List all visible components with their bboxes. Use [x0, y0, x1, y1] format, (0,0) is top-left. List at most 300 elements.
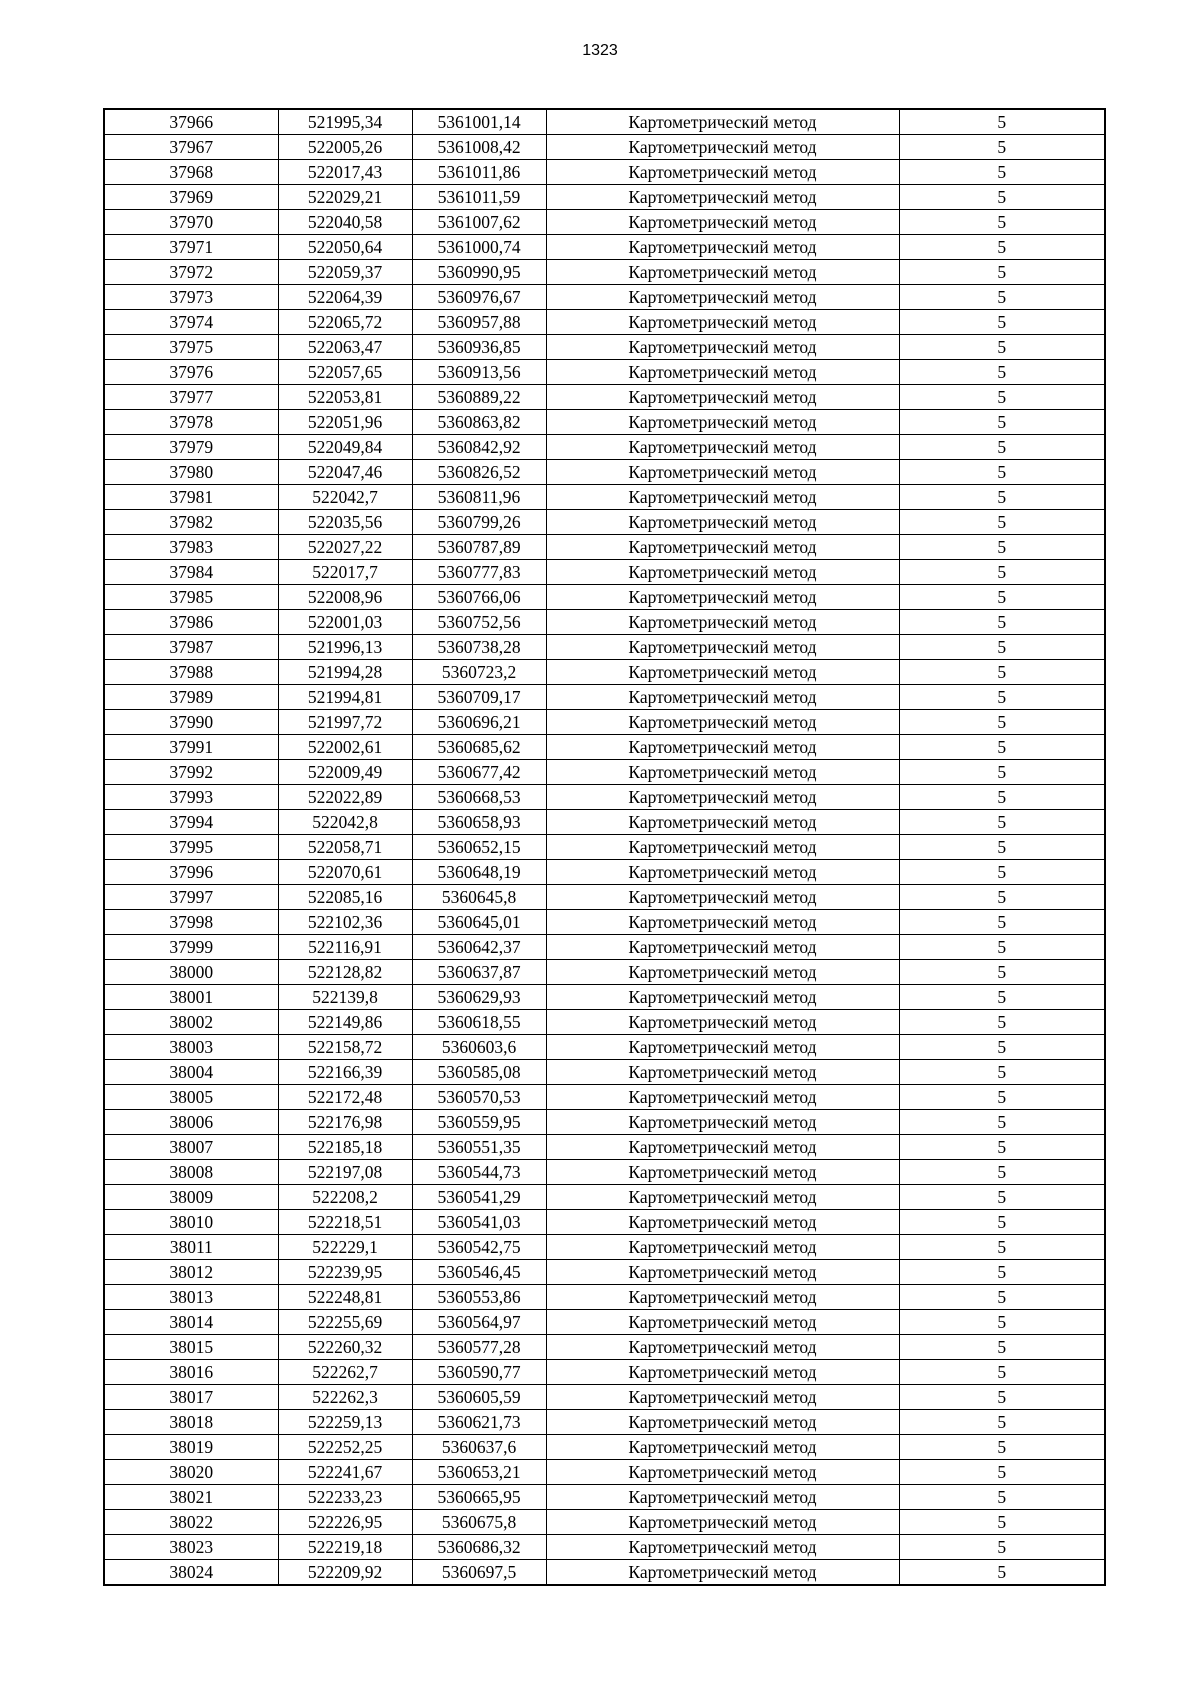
x-coordinate-cell: 522128,82: [278, 960, 412, 985]
precision-cell: 5: [899, 360, 1105, 385]
x-coordinate-cell: 522050,64: [278, 235, 412, 260]
point-number-cell: 37999: [104, 935, 278, 960]
method-cell: Картометрический метод: [546, 1560, 899, 1586]
method-cell: Картометрический метод: [546, 710, 899, 735]
precision-cell: 5: [899, 109, 1105, 135]
point-number-cell: 38000: [104, 960, 278, 985]
method-cell: Картометрический метод: [546, 835, 899, 860]
y-coordinate-cell: 5360642,37: [412, 935, 546, 960]
x-coordinate-cell: 522241,67: [278, 1460, 412, 1485]
point-number-cell: 37998: [104, 910, 278, 935]
table-row: [104, 1535, 1105, 1560]
method-cell: Картометрический метод: [546, 210, 899, 235]
precision-cell: 5: [899, 560, 1105, 585]
method-cell: Картометрический метод: [546, 610, 899, 635]
precision-cell: 5: [899, 1385, 1105, 1410]
precision-cell: 5: [899, 1235, 1105, 1260]
table-row: [104, 410, 1105, 435]
method-cell: Картометрический метод: [546, 785, 899, 810]
table-row: [104, 310, 1105, 335]
precision-cell: 5: [899, 1360, 1105, 1385]
precision-cell: 5: [899, 985, 1105, 1010]
point-number-cell: 38015: [104, 1335, 278, 1360]
x-coordinate-cell: 522017,7: [278, 560, 412, 585]
precision-cell: 5: [899, 1210, 1105, 1235]
precision-cell: 5: [899, 485, 1105, 510]
y-coordinate-cell: 5360551,35: [412, 1135, 546, 1160]
precision-cell: 5: [899, 635, 1105, 660]
precision-cell: 5: [899, 1085, 1105, 1110]
point-number-cell: 37986: [104, 610, 278, 635]
table-row: [104, 860, 1105, 885]
y-coordinate-cell: 5360541,29: [412, 1185, 546, 1210]
method-cell: Картометрический метод: [546, 1385, 899, 1410]
x-coordinate-cell: 521996,13: [278, 635, 412, 660]
table-row: [104, 1435, 1105, 1460]
y-coordinate-cell: 5360697,5: [412, 1560, 546, 1586]
table-row: [104, 210, 1105, 235]
x-coordinate-cell: 522057,65: [278, 360, 412, 385]
y-coordinate-cell: 5360648,19: [412, 860, 546, 885]
y-coordinate-cell: 5360585,08: [412, 1060, 546, 1085]
y-coordinate-cell: 5361001,14: [412, 109, 546, 135]
precision-cell: 5: [899, 810, 1105, 835]
y-coordinate-cell: 5361011,86: [412, 160, 546, 185]
x-coordinate-cell: 522260,32: [278, 1335, 412, 1360]
table-row: [104, 1235, 1105, 1260]
table-row: [104, 810, 1105, 835]
y-coordinate-cell: 5360570,53: [412, 1085, 546, 1110]
precision-cell: 5: [899, 1410, 1105, 1435]
precision-cell: 5: [899, 535, 1105, 560]
precision-cell: 5: [899, 685, 1105, 710]
method-cell: Картометрический метод: [546, 885, 899, 910]
point-number-cell: 37975: [104, 335, 278, 360]
x-coordinate-cell: 522047,46: [278, 460, 412, 485]
table-row: [104, 160, 1105, 185]
table-row: [104, 610, 1105, 635]
table-row: [104, 735, 1105, 760]
x-coordinate-cell: 522248,81: [278, 1285, 412, 1310]
y-coordinate-cell: 5361000,74: [412, 235, 546, 260]
table-row: [104, 985, 1105, 1010]
point-number-cell: 38012: [104, 1260, 278, 1285]
y-coordinate-cell: 5360605,59: [412, 1385, 546, 1410]
point-number-cell: 37973: [104, 285, 278, 310]
y-coordinate-cell: 5360936,85: [412, 335, 546, 360]
table-row: [104, 1035, 1105, 1060]
method-cell: Картометрический метод: [546, 109, 899, 135]
y-coordinate-cell: 5360637,6: [412, 1435, 546, 1460]
table-row: [104, 1085, 1105, 1110]
method-cell: Картометрический метод: [546, 635, 899, 660]
point-number-cell: 38019: [104, 1435, 278, 1460]
precision-cell: 5: [899, 1335, 1105, 1360]
method-cell: Картометрический метод: [546, 1035, 899, 1060]
precision-cell: 5: [899, 785, 1105, 810]
x-coordinate-cell: 522027,22: [278, 535, 412, 560]
point-number-cell: 37984: [104, 560, 278, 585]
point-number-cell: 38016: [104, 1360, 278, 1385]
x-coordinate-cell: 522022,89: [278, 785, 412, 810]
point-number-cell: 38009: [104, 1185, 278, 1210]
precision-cell: 5: [899, 185, 1105, 210]
x-coordinate-cell: 522139,8: [278, 985, 412, 1010]
method-cell: Картометрический метод: [546, 910, 899, 935]
point-number-cell: 37982: [104, 510, 278, 535]
table-row: [104, 1410, 1105, 1435]
x-coordinate-cell: 522053,81: [278, 385, 412, 410]
method-cell: Картометрический метод: [546, 1085, 899, 1110]
table-row: [104, 585, 1105, 610]
precision-cell: 5: [899, 1510, 1105, 1535]
y-coordinate-cell: 5360675,8: [412, 1510, 546, 1535]
point-number-cell: 37978: [104, 410, 278, 435]
coordinates-table-body: [104, 109, 1105, 1585]
point-number-cell: 38021: [104, 1485, 278, 1510]
method-cell: Картометрический метод: [546, 385, 899, 410]
x-coordinate-cell: 522252,25: [278, 1435, 412, 1460]
point-number-cell: 37971: [104, 235, 278, 260]
point-number-cell: 38024: [104, 1560, 278, 1586]
table-row: [104, 660, 1105, 685]
table-row: [104, 460, 1105, 485]
method-cell: Картометрический метод: [546, 985, 899, 1010]
x-coordinate-cell: 522049,84: [278, 435, 412, 460]
table-row: [104, 135, 1105, 160]
method-cell: Картометрический метод: [546, 1210, 899, 1235]
x-coordinate-cell: 522208,2: [278, 1185, 412, 1210]
table-row: [104, 1260, 1105, 1285]
y-coordinate-cell: 5360542,75: [412, 1235, 546, 1260]
precision-cell: 5: [899, 510, 1105, 535]
table-row: [104, 535, 1105, 560]
y-coordinate-cell: 5360544,73: [412, 1160, 546, 1185]
x-coordinate-cell: 522197,08: [278, 1160, 412, 1185]
x-coordinate-cell: 522065,72: [278, 310, 412, 335]
x-coordinate-cell: 522042,7: [278, 485, 412, 510]
point-number-cell: 38002: [104, 1010, 278, 1035]
table-row: [104, 1510, 1105, 1535]
table-row: [104, 1560, 1105, 1586]
point-number-cell: 37995: [104, 835, 278, 860]
y-coordinate-cell: 5361008,42: [412, 135, 546, 160]
point-number-cell: 37969: [104, 185, 278, 210]
point-number-cell: 37970: [104, 210, 278, 235]
y-coordinate-cell: 5360686,32: [412, 1535, 546, 1560]
x-coordinate-cell: 522233,23: [278, 1485, 412, 1510]
table-row: [104, 1135, 1105, 1160]
y-coordinate-cell: 5360976,67: [412, 285, 546, 310]
x-coordinate-cell: 522070,61: [278, 860, 412, 885]
point-number-cell: 37991: [104, 735, 278, 760]
method-cell: Картометрический метод: [546, 1435, 899, 1460]
method-cell: Картометрический метод: [546, 1335, 899, 1360]
x-coordinate-cell: 522058,71: [278, 835, 412, 860]
point-number-cell: 37994: [104, 810, 278, 835]
method-cell: Картометрический метод: [546, 1360, 899, 1385]
y-coordinate-cell: 5360645,01: [412, 910, 546, 935]
table-row: [104, 685, 1105, 710]
precision-cell: 5: [899, 660, 1105, 685]
precision-cell: 5: [899, 835, 1105, 860]
method-cell: Картометрический метод: [546, 1485, 899, 1510]
y-coordinate-cell: 5361011,59: [412, 185, 546, 210]
y-coordinate-cell: 5360842,92: [412, 435, 546, 460]
method-cell: Картометрический метод: [546, 410, 899, 435]
y-coordinate-cell: 5360826,52: [412, 460, 546, 485]
table-row: [104, 1060, 1105, 1085]
point-number-cell: 37981: [104, 485, 278, 510]
x-coordinate-cell: 522085,16: [278, 885, 412, 910]
y-coordinate-cell: 5360645,8: [412, 885, 546, 910]
method-cell: Картометрический метод: [546, 435, 899, 460]
table-row: [104, 260, 1105, 285]
table-row: [104, 385, 1105, 410]
table-row: [104, 185, 1105, 210]
point-number-cell: 37987: [104, 635, 278, 660]
table-row: [104, 785, 1105, 810]
y-coordinate-cell: 5360696,21: [412, 710, 546, 735]
method-cell: Картометрический метод: [546, 335, 899, 360]
table-row: [104, 1485, 1105, 1510]
precision-cell: 5: [899, 285, 1105, 310]
x-coordinate-cell: 521997,72: [278, 710, 412, 735]
y-coordinate-cell: 5360577,28: [412, 1335, 546, 1360]
point-number-cell: 38018: [104, 1410, 278, 1435]
table-row: [104, 885, 1105, 910]
point-number-cell: 37985: [104, 585, 278, 610]
precision-cell: 5: [899, 885, 1105, 910]
precision-cell: 5: [899, 1110, 1105, 1135]
point-number-cell: 37993: [104, 785, 278, 810]
table-row: [104, 360, 1105, 385]
x-coordinate-cell: 522005,26: [278, 135, 412, 160]
x-coordinate-cell: 522219,18: [278, 1535, 412, 1560]
method-cell: Картометрический метод: [546, 660, 899, 685]
point-number-cell: 38003: [104, 1035, 278, 1060]
method-cell: Картометрический метод: [546, 1010, 899, 1035]
point-number-cell: 37988: [104, 660, 278, 685]
method-cell: Картометрический метод: [546, 760, 899, 785]
method-cell: Картометрический метод: [546, 585, 899, 610]
x-coordinate-cell: 522229,1: [278, 1235, 412, 1260]
y-coordinate-cell: 5360553,86: [412, 1285, 546, 1310]
point-number-cell: 38010: [104, 1210, 278, 1235]
x-coordinate-cell: 522172,48: [278, 1085, 412, 1110]
table-row: [104, 1210, 1105, 1235]
table-row: [104, 285, 1105, 310]
precision-cell: 5: [899, 935, 1105, 960]
point-number-cell: 38011: [104, 1235, 278, 1260]
table-row: [104, 1360, 1105, 1385]
method-cell: Картометрический метод: [546, 160, 899, 185]
method-cell: Картометрический метод: [546, 460, 899, 485]
table-row: [104, 1310, 1105, 1335]
method-cell: Картометрический метод: [546, 260, 899, 285]
method-cell: Картометрический метод: [546, 1535, 899, 1560]
method-cell: Картометрический метод: [546, 135, 899, 160]
x-coordinate-cell: 522209,92: [278, 1560, 412, 1586]
table-row: [104, 835, 1105, 860]
precision-cell: 5: [899, 1260, 1105, 1285]
table-row: [104, 560, 1105, 585]
y-coordinate-cell: 5360658,93: [412, 810, 546, 835]
precision-cell: 5: [899, 235, 1105, 260]
x-coordinate-cell: 522255,69: [278, 1310, 412, 1335]
point-number-cell: 37967: [104, 135, 278, 160]
page-number: 1323: [582, 42, 618, 59]
precision-cell: 5: [899, 1310, 1105, 1335]
precision-cell: 5: [899, 1485, 1105, 1510]
x-coordinate-cell: 522239,95: [278, 1260, 412, 1285]
point-number-cell: 38007: [104, 1135, 278, 1160]
y-coordinate-cell: 5360777,83: [412, 560, 546, 585]
precision-cell: 5: [899, 860, 1105, 885]
precision-cell: 5: [899, 410, 1105, 435]
precision-cell: 5: [899, 1460, 1105, 1485]
method-cell: Картометрический метод: [546, 860, 899, 885]
precision-cell: 5: [899, 385, 1105, 410]
point-number-cell: 37989: [104, 685, 278, 710]
precision-cell: 5: [899, 735, 1105, 760]
y-coordinate-cell: 5360723,2: [412, 660, 546, 685]
method-cell: Картометрический метод: [546, 485, 899, 510]
point-number-cell: 38008: [104, 1160, 278, 1185]
table-row: [104, 1185, 1105, 1210]
x-coordinate-cell: 522009,49: [278, 760, 412, 785]
y-coordinate-cell: 5360889,22: [412, 385, 546, 410]
y-coordinate-cell: 5360709,17: [412, 685, 546, 710]
precision-cell: 5: [899, 260, 1105, 285]
precision-cell: 5: [899, 435, 1105, 460]
x-coordinate-cell: 521994,28: [278, 660, 412, 685]
precision-cell: 5: [899, 585, 1105, 610]
table-row: [104, 910, 1105, 935]
precision-cell: 5: [899, 960, 1105, 985]
y-coordinate-cell: 5360541,03: [412, 1210, 546, 1235]
method-cell: Картометрический метод: [546, 535, 899, 560]
table-row: [104, 235, 1105, 260]
y-coordinate-cell: 5360652,15: [412, 835, 546, 860]
y-coordinate-cell: 5360603,6: [412, 1035, 546, 1060]
point-number-cell: 38017: [104, 1385, 278, 1410]
point-number-cell: 38013: [104, 1285, 278, 1310]
table-row: [104, 1110, 1105, 1135]
point-number-cell: 37968: [104, 160, 278, 185]
table-row: [104, 710, 1105, 735]
y-coordinate-cell: 5360618,55: [412, 1010, 546, 1035]
x-coordinate-cell: 522185,18: [278, 1135, 412, 1160]
table-row: [104, 435, 1105, 460]
point-number-cell: 37972: [104, 260, 278, 285]
table-row: [104, 960, 1105, 985]
precision-cell: 5: [899, 210, 1105, 235]
table-row: [104, 1385, 1105, 1410]
x-coordinate-cell: 522102,36: [278, 910, 412, 935]
method-cell: Картометрический метод: [546, 1160, 899, 1185]
y-coordinate-cell: 5360766,06: [412, 585, 546, 610]
x-coordinate-cell: 522176,98: [278, 1110, 412, 1135]
precision-cell: 5: [899, 1435, 1105, 1460]
point-number-cell: 37990: [104, 710, 278, 735]
point-number-cell: 37979: [104, 435, 278, 460]
coordinates-table: [103, 108, 1106, 1586]
method-cell: Картометрический метод: [546, 1060, 899, 1085]
y-coordinate-cell: 5360863,82: [412, 410, 546, 435]
x-coordinate-cell: 522042,8: [278, 810, 412, 835]
precision-cell: 5: [899, 1535, 1105, 1560]
method-cell: Картометрический метод: [546, 1135, 899, 1160]
y-coordinate-cell: 5360957,88: [412, 310, 546, 335]
point-number-cell: 37966: [104, 109, 278, 135]
x-coordinate-cell: 522262,7: [278, 1360, 412, 1385]
y-coordinate-cell: 5360677,42: [412, 760, 546, 785]
precision-cell: 5: [899, 1185, 1105, 1210]
method-cell: Картометрический метод: [546, 1260, 899, 1285]
x-coordinate-cell: 522262,3: [278, 1385, 412, 1410]
method-cell: Картометрический метод: [546, 960, 899, 985]
precision-cell: 5: [899, 1060, 1105, 1085]
x-coordinate-cell: 522001,03: [278, 610, 412, 635]
x-coordinate-cell: 522116,91: [278, 935, 412, 960]
point-number-cell: 38023: [104, 1535, 278, 1560]
y-coordinate-cell: 5360685,62: [412, 735, 546, 760]
point-number-cell: 38001: [104, 985, 278, 1010]
point-number-cell: 38014: [104, 1310, 278, 1335]
x-coordinate-cell: 522035,56: [278, 510, 412, 535]
table-row: [104, 1460, 1105, 1485]
x-coordinate-cell: 522218,51: [278, 1210, 412, 1235]
method-cell: Картометрический метод: [546, 1310, 899, 1335]
y-coordinate-cell: 5361007,62: [412, 210, 546, 235]
y-coordinate-cell: 5360546,45: [412, 1260, 546, 1285]
precision-cell: 5: [899, 1010, 1105, 1035]
x-coordinate-cell: 522158,72: [278, 1035, 412, 1060]
table-row: [104, 485, 1105, 510]
point-number-cell: 38005: [104, 1085, 278, 1110]
point-number-cell: 37974: [104, 310, 278, 335]
precision-cell: 5: [899, 760, 1105, 785]
table-row: [104, 1160, 1105, 1185]
precision-cell: 5: [899, 460, 1105, 485]
point-number-cell: 37996: [104, 860, 278, 885]
method-cell: Картометрический метод: [546, 285, 899, 310]
method-cell: Картометрический метод: [546, 1235, 899, 1260]
point-number-cell: 38022: [104, 1510, 278, 1535]
table-row: [104, 1285, 1105, 1310]
method-cell: Картометрический метод: [546, 1510, 899, 1535]
table-row: [104, 109, 1105, 135]
method-cell: Картометрический метод: [546, 1285, 899, 1310]
x-coordinate-cell: 522059,37: [278, 260, 412, 285]
point-number-cell: 38020: [104, 1460, 278, 1485]
precision-cell: 5: [899, 1135, 1105, 1160]
y-coordinate-cell: 5360668,53: [412, 785, 546, 810]
x-coordinate-cell: 521994,81: [278, 685, 412, 710]
y-coordinate-cell: 5360621,73: [412, 1410, 546, 1435]
method-cell: Картометрический метод: [546, 510, 899, 535]
x-coordinate-cell: 522029,21: [278, 185, 412, 210]
y-coordinate-cell: 5360665,95: [412, 1485, 546, 1510]
method-cell: Картометрический метод: [546, 560, 899, 585]
x-coordinate-cell: 521995,34: [278, 109, 412, 135]
x-coordinate-cell: 522226,95: [278, 1510, 412, 1535]
point-number-cell: 37977: [104, 385, 278, 410]
point-number-cell: 37992: [104, 760, 278, 785]
precision-cell: 5: [899, 1035, 1105, 1060]
table-row: [104, 510, 1105, 535]
